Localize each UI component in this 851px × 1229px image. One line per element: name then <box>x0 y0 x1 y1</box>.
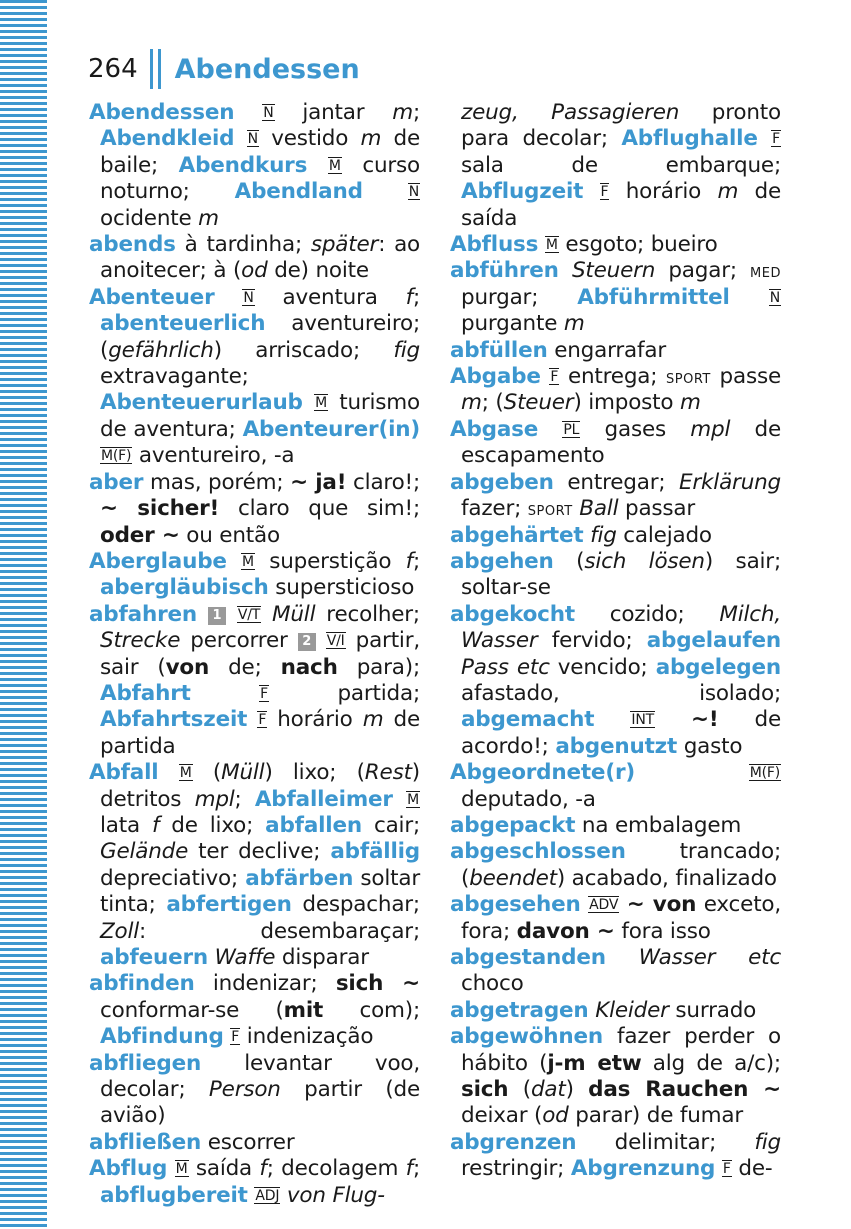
entry-abflug-continued: zeug, Passagieren pronto para decolar; Abflughalle F sala de embarque; Abflugzeit F horário m de saída <box>461 100 781 231</box>
headword: Abflug <box>89 1156 168 1182</box>
gender-tag: M <box>407 791 419 808</box>
gender-tag: N <box>247 131 258 148</box>
grammar-tag: INT <box>631 712 654 729</box>
header-divider <box>158 49 161 89</box>
entry-abfuehren: abführen Steuern pagar; med purgar; Abführmittel N purgante m <box>450 258 781 337</box>
entry-abgestanden: abgestanden Wasser etc choco <box>450 945 781 997</box>
entry-aberglaube: Aberglaube M superstição f; abergläubisch supersticioso <box>89 548 420 601</box>
headword: abfertigen <box>166 892 292 918</box>
headword: Abenteuer <box>89 284 215 310</box>
grammar-tag: ADJ <box>255 1187 280 1204</box>
gender-tag: M <box>175 1161 188 1178</box>
headword: Aberglaube <box>89 548 227 574</box>
entry-abfinden: abfinden indenizar; sich ~ conformar-se (mit com); Abfindung F indenização <box>89 971 420 1050</box>
gender-tag: M <box>242 553 254 570</box>
headword: abfliegen <box>89 1050 202 1076</box>
headword: Abfall <box>89 760 159 786</box>
entry-abgepackt: abgepackt na embalagem <box>450 812 742 838</box>
headword: abgehärtet <box>450 522 584 548</box>
headword: abenteuerlich <box>100 311 266 337</box>
entry-abgekocht: abgekocht cozido; Milch, Wasser fervido; abgelaufen Pass etc vencido; abgelegen afastado, isolado; abgemacht INT ~! de acordo!; abgenutzt gasto <box>450 601 781 759</box>
headword: abfließen <box>89 1129 202 1155</box>
gender-tag: F <box>258 712 267 729</box>
gender-tag: M <box>328 157 341 174</box>
headword: abfüllen <box>450 337 548 363</box>
entry-abgase: Abgase PL gases mpl de escapamento <box>450 416 782 469</box>
headword: abgetragen <box>450 997 589 1023</box>
headword: abgekocht <box>450 601 575 627</box>
headword: Abfahrt <box>100 680 191 706</box>
headword: abgehen <box>450 548 554 574</box>
entry-abgrenzen: abgrenzen delimitar; fig restringir; Abgrenzung F de- <box>450 1129 781 1182</box>
grammar-tag: V/I <box>326 633 345 650</box>
headword: Abfahrtszeit <box>100 707 248 733</box>
headword: abfinden <box>89 971 195 997</box>
gender-tag: M(F) <box>101 448 132 465</box>
gender-tag: F <box>231 1029 240 1046</box>
headword: abgesehen <box>450 892 581 918</box>
gender-tag: M(F) <box>749 765 780 782</box>
gender-tag: F <box>550 369 559 386</box>
entry-abenteuer: Abenteuer N aventura f; abenteuerlich aventureiro; (gefährlich) arriscado; fig extravagante; Abenteuerurlaub M turismo de aventura; Abenteurer(in) M(F) aventureiro, -a <box>89 284 421 469</box>
headword: Abendkurs <box>178 152 308 178</box>
headword: abgelegen <box>655 654 781 680</box>
headword: abgrenzen <box>450 1129 577 1155</box>
page-header <box>88 46 360 92</box>
headword: Abgeordnete(r) <box>450 760 635 786</box>
grammar-tag: V/T <box>237 606 261 623</box>
entry-abgehaertet: abgehärtet fig calejado <box>450 522 712 548</box>
headword: abfeuern <box>100 945 209 970</box>
entry-aber: aber mas, porém; ~ ja! claro!; ~ sicher! claro que sim!; oder ~ ou então <box>89 469 421 548</box>
gender-tag: PL <box>563 421 580 438</box>
headword: abflugbereit <box>100 1182 248 1208</box>
entry-abfluss: Abfluss M esgoto; bueiro <box>450 232 718 258</box>
headword: Abfindung <box>100 1024 224 1050</box>
headword: Abenteuerurlaub <box>100 390 303 416</box>
entry-abfahren: abfahren 1 V/T Müll recolher; Strecke percorrer 2 V/I partir, sair (von de; nach para); Abfahrt F partida; Abfahrtszeit F horário m de partida <box>89 601 421 759</box>
sense-number: 2 <box>298 633 316 651</box>
headword: Abfluss <box>450 232 539 258</box>
headword: Abgrenzung <box>570 1156 716 1182</box>
entry-abgetragen: abgetragen Kleider surrado <box>450 997 757 1023</box>
gender-tag: N <box>243 289 254 306</box>
headword: abgewöhnen <box>450 1024 604 1050</box>
page-number: 264 <box>88 54 138 84</box>
gender-tag: N <box>408 184 419 201</box>
gender-tag: F <box>772 131 780 148</box>
headword: abfahren <box>89 601 197 627</box>
gender-tag: F <box>260 685 269 702</box>
gender-tag: N <box>769 289 780 306</box>
gender-tag: M <box>179 765 192 782</box>
entry-abfuellen: abfüllen engarrafar <box>450 337 666 363</box>
gender-tag: N <box>263 105 274 121</box>
entry-abgeordnete: Abgeordnete(r) M(F) deputado, -a <box>450 760 780 812</box>
headword: abends <box>89 232 176 258</box>
headword: abgeben <box>450 469 554 495</box>
sense-number: 1 <box>208 607 226 625</box>
entry-abgewoehnen: abgewöhnen fazer perder o hábito (j-m etw alg de a/c); sich (dat) das Rauchen ~ deixar (od parar) de fumar <box>450 1024 781 1129</box>
headword: Abflugzeit <box>461 179 584 205</box>
headword: abfallen <box>265 812 362 838</box>
entry-abendessen: Abendessen N jantar m; Abendkleid N vestido m de baile; Abendkurs M curso noturno; Abendland N ocidente m <box>89 100 421 231</box>
headword: aber <box>89 469 144 495</box>
entry-abgabe: Abgabe F entrega; sport passe m; (Steuer) imposto m <box>450 364 782 416</box>
headword: abergläubisch <box>100 575 269 601</box>
entry-abflug: Abflug M saída f; decolagem f; abflugbereit ADJ von Flug- <box>89 1156 420 1208</box>
headword: Abendessen <box>89 100 235 125</box>
entry-abgesehen: abgesehen ADV ~ von exceto, fora; davon ~ fora isso <box>450 892 782 944</box>
gender-tag: F <box>600 184 609 201</box>
headword: Abfalleimer <box>254 786 393 812</box>
headword: Abgabe <box>450 364 541 390</box>
guide-word: Abendessen <box>174 53 360 85</box>
grammar-tag: ADV <box>589 897 619 914</box>
headword: Abführmittel <box>577 284 730 310</box>
headword: abgelaufen <box>646 628 781 654</box>
headword: abgestanden <box>450 945 606 970</box>
entry-abgehen: abgehen (sich lösen) sair; soltar-se <box>450 548 781 601</box>
headword: Abendland <box>234 179 363 205</box>
headword: abfärben <box>245 865 354 891</box>
headword: Abendkleid <box>100 126 235 152</box>
headword: Abgase <box>450 416 539 442</box>
headword: abführen <box>450 258 559 284</box>
headword: abfällig <box>330 839 420 865</box>
headword: abgeschlossen <box>450 839 626 865</box>
headword: abgenutzt <box>555 733 678 759</box>
headword: abgepackt <box>450 812 576 838</box>
gender-tag: F <box>722 1161 731 1178</box>
left-column <box>89 100 420 1209</box>
headword: Abenteurer(in) <box>242 416 420 442</box>
entry-abfall: Abfall M (Müll) lixo; (Rest) detritos mpl; Abfalleimer M lata f de lixo; abfallen cair; Gelände ter declive; abfällig depreciativo; abfärben soltar tinta; abfertigen despachar; Zoll: desembaraçar; abfeuern Waffe disparar <box>89 760 421 970</box>
entry-abgeben: abgeben entregar; Erklärung fazer; sport Ball passar <box>450 469 781 522</box>
gender-tag: M <box>545 237 558 254</box>
side-stripe-tab <box>0 0 47 1229</box>
entry-abgeschlossen: abgeschlossen trancado; (beendet) acabado, finalizado <box>450 839 781 891</box>
gender-tag: M <box>315 395 327 412</box>
headword: abgemacht <box>461 707 595 733</box>
headword: Abflughalle <box>621 126 758 152</box>
entry-abfliessen: abfließen escorrer <box>89 1129 295 1155</box>
header-divider <box>150 49 153 89</box>
right-column <box>450 100 781 1183</box>
entry-abends: abends à tardinha; später: ao anoitecer; à (od de) noite <box>89 232 421 284</box>
entry-abfliegen: abfliegen levantar voo, decolar; Person partir (de avião) <box>89 1050 420 1129</box>
